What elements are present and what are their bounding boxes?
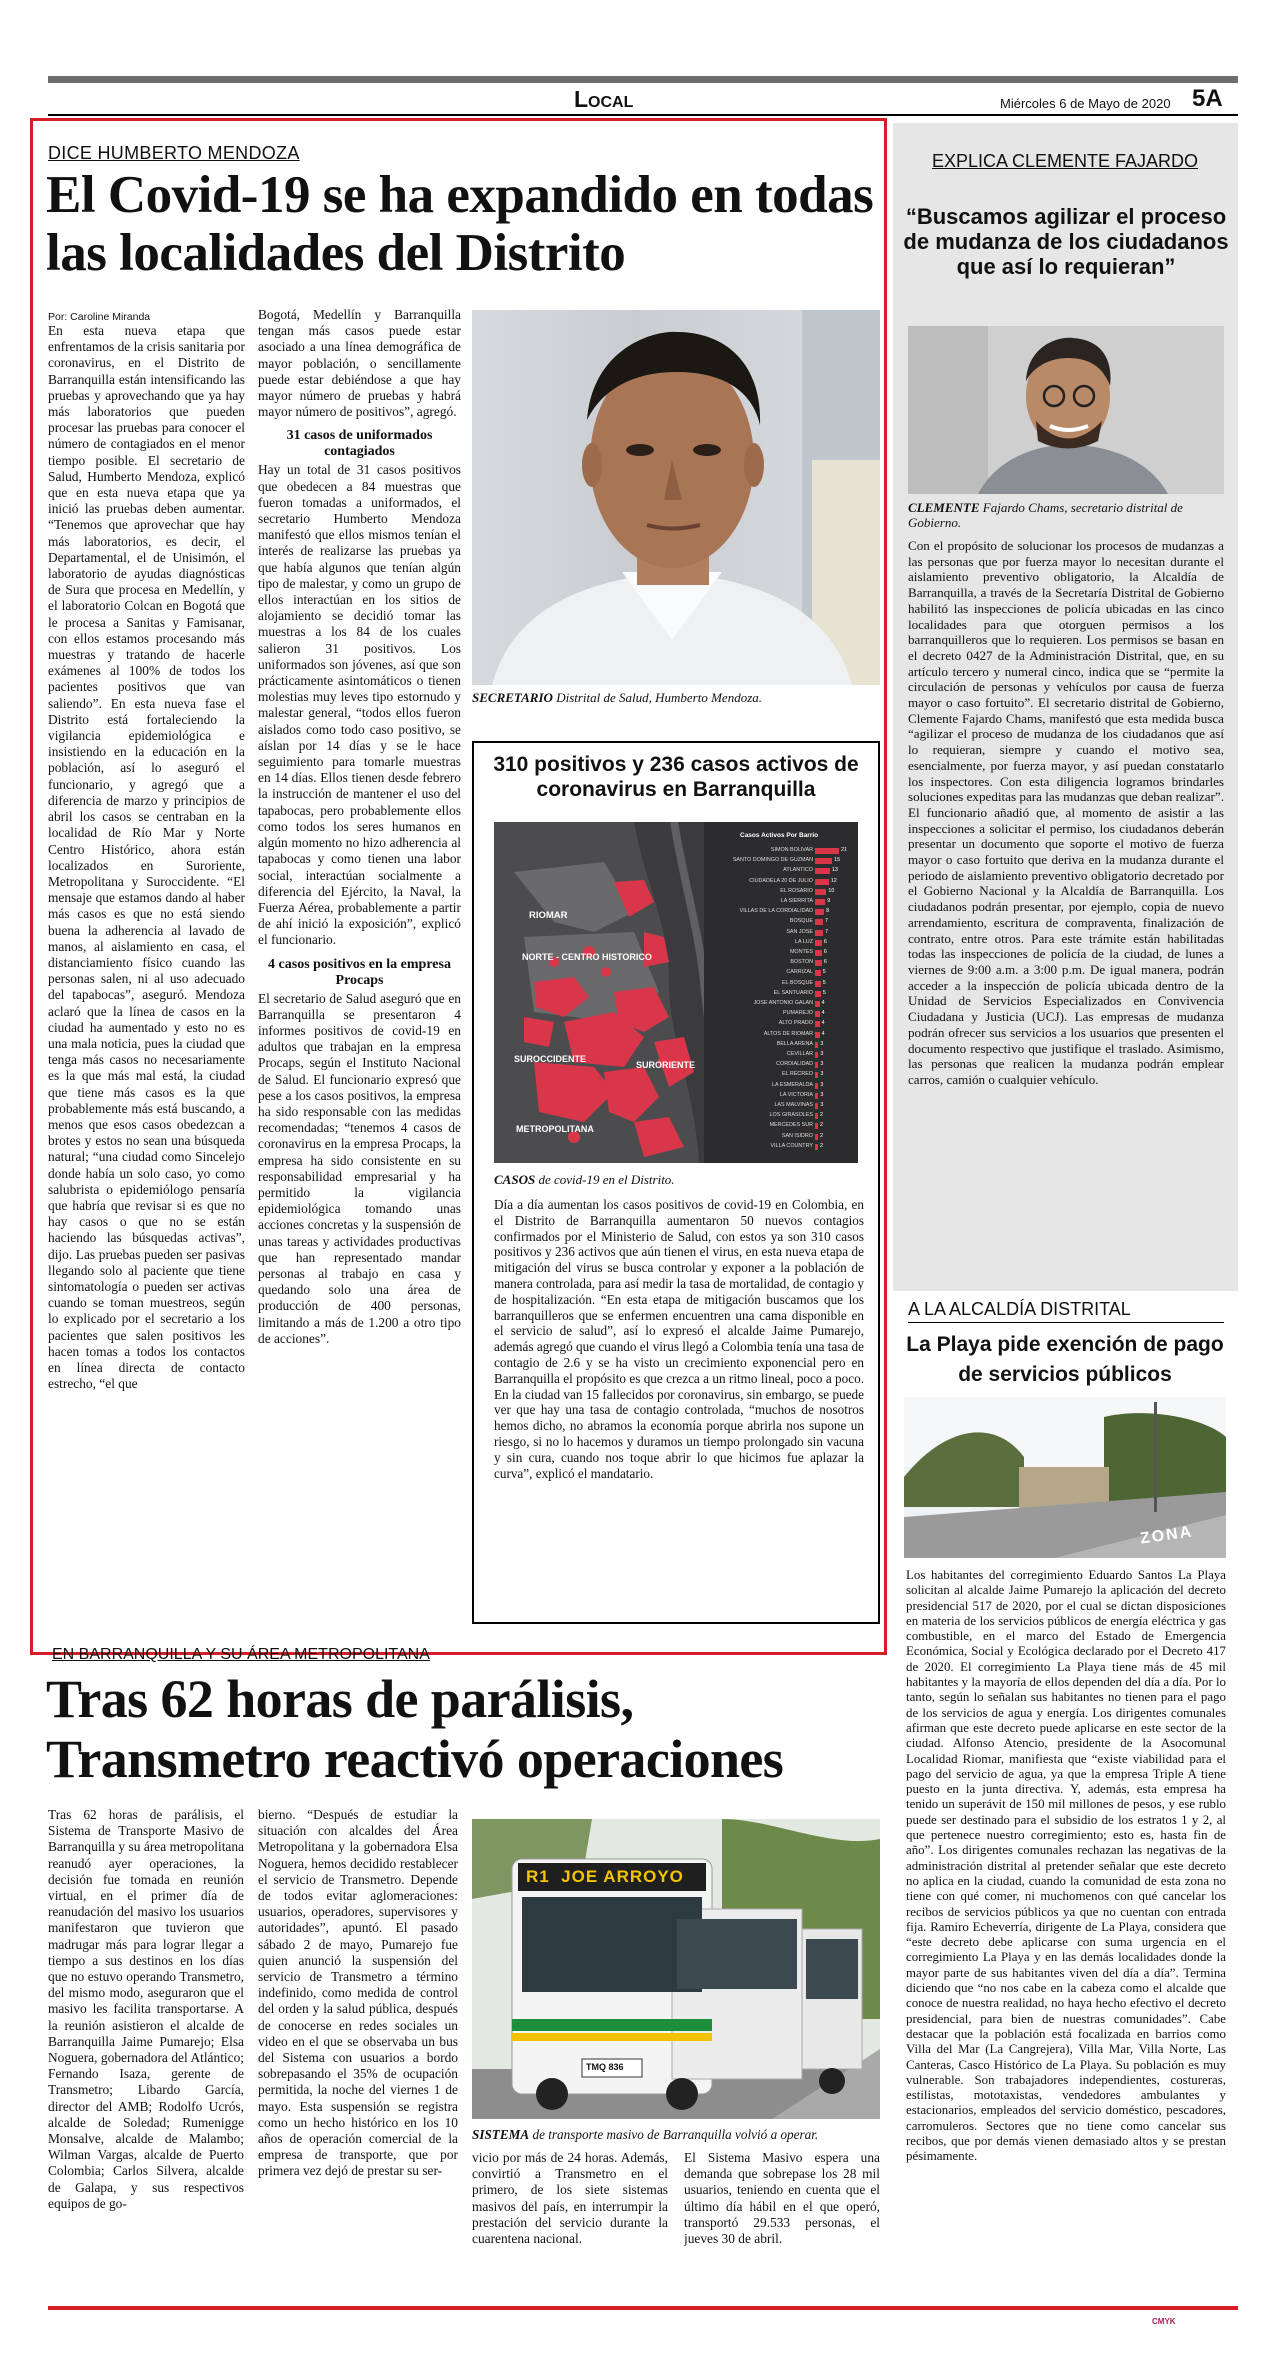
map-bar-label: EL RECREO xyxy=(782,1071,813,1078)
map-bar-label: LA ESMERALDA xyxy=(771,1081,813,1088)
laplaya-sign-text: ZONA xyxy=(1139,1523,1195,1548)
map-bar-row xyxy=(707,989,857,999)
map-bar xyxy=(815,1001,820,1007)
map-bar-row xyxy=(707,1019,857,1029)
bus-photo-caption xyxy=(472,2127,880,2143)
map-caption xyxy=(494,1172,864,1188)
map-bar xyxy=(815,868,830,874)
map-bar-value: 5 xyxy=(822,979,826,986)
map-bar xyxy=(815,1103,818,1109)
map-bar-row xyxy=(707,1040,857,1050)
map-bar xyxy=(815,919,823,925)
map-bar xyxy=(815,970,821,976)
lower-col4-text: El Sistema Masivo espera una demanda que sobrepase los 28 mil usuarios, teniendo en cuenta que el último día hábil en el que operó, transportó 29.533 personas, el jueves 30 de abril. xyxy=(684,2150,880,2247)
sidebar2-text xyxy=(906,1568,1226,2298)
main-col2b-text: Hay un total de 31 casos positivos que obedecen a 84 muestras que fueron tomadas a uniformados, el secretario Humberto Mendoza manifestó que ellos mismos tenían el interés de realizarse las pruebas ya que había algunos que tenían algún tipo de malestar, y como un grupo de ellos interactúan en los sitios de alojamiento se decidió tomar las muestras a los 84 de los cuales salieron 31 positivos. Los uniformados son jóvenes, así que son prácticamente asintomáticos o tienen molestias muy leves tipo estornudo y malestar general, “todos ellos fueron aislados como todo caso positivo, se aíslan por 14 días y se le hace seguimiento para tomarle muestras en 14 días. Ellos tienen desde febrero la instrucción de mantener el uso del tapabocas, pero probablemente ellos como todos los seres humanos en algún momento no hizo adherencia al tapabocas y como tienen una labor social, interactúan socialmente a diferencia del Ejército, la Naval, la Fuerza Aérea, probablemente a partir de ahí inició la exposición”, explicó el funcionario. xyxy=(258,462,461,948)
map-bar-list xyxy=(707,846,857,1160)
map-bar xyxy=(815,848,839,854)
bus-illustration xyxy=(472,1819,880,2119)
map-bar xyxy=(815,981,821,987)
fajardo-portrait-illustration xyxy=(908,326,1224,494)
cases-box-paragraph: Día a día aumentan los casos positivos de covid-19 en Colombia, en el Distrito de Barranquilla aumentaron 50 nuevos contagios confirmados por el Ministerio de Salud, con estos ya son 310 casos positivos y 236 activos que aún tienen el virus, en esta nueva etapa de mitigación del virus se busca controlar y exponer a la población de manera controlada, para así medir la tasa de mortalidad, de contagio y de hospitalización. “En esta etapa de mitigación buscamos que los barranquilleros que se enfermen encuentren una cama disponible en el servicio de salud”, así lo expresó el alcalde Jaime Pumarejo, además agregó que cuando el virus llegó a Colombia tenía una tasa de contagio de 2.6 y se ha visto un crecimiento exponencial pero en Barranquilla el propósito es que crezca a un ritmo lineal, poco a poco. En la ciudad van 15 fallecidos por coronavirus, sin embargo, se puede ver que hay una tasa de contagio controlada, “muchos de nosotros hemos dicho, no abramos la economía porque abrirla nos supone un riesgo, si no lo hacemos y duramos un tiempo prolongado sin vacuna y sin cura, cuando nos toque abrir lo que hicimos fue aplazar la curva”, explicó el mandatario. xyxy=(494,1197,864,1481)
map-bar-label: SIMON BOLIVAR xyxy=(770,847,813,853)
map-bar-label: LOS GIRASOLES xyxy=(769,1112,813,1119)
map-bar-row xyxy=(707,887,857,897)
header-top-rule xyxy=(48,76,1238,83)
main-column-1 xyxy=(48,323,245,1636)
map-bar-value: 6 xyxy=(823,938,827,945)
mendoza-caption-lead: SECRETARIO xyxy=(472,690,553,705)
sidebar2-kicker: A LA ALCALDÍA DISTRITAL xyxy=(908,1299,1131,1319)
sidebar2-kicker-rule xyxy=(908,1322,1224,1323)
map-label-norte: NORTE - CENTRO HISTORICO xyxy=(522,952,652,962)
map-bar-value: 3 xyxy=(820,1071,824,1078)
cmyk-mark: CMYK xyxy=(1152,2317,1176,2326)
lower-col2-text: bierno. “Después de estudiar la situación con alcaldes del Área Metropolitana y la gobernadora Elsa Noguera, hemos decidido restablecer el servicio de Transmetro. Depende de todos evitar aglomeraciones: usuarios, operadores, supervisores y autoridades”, apuntó. El pasado sábado 2 de mayo, Pumarejo fue quien anunció la suspensión del servicio de Transmetro a término indefinido, como medida de control del orden y la salud pública, después de conocerse en redes sociales un video en el que se observaba un bus del Sistema con usuarios a bordo sobrepasando el 35% de ocupación permitida, la noche del viernes 1 de mayo. Esta suspensión se registra como un hecho histórico en los 10 años de operación comercial de la empresa de transporte, que por primera vez dejó de prestar su ser- xyxy=(258,1807,458,2179)
fajardo-caption xyxy=(908,500,1224,530)
main-headline: El Covid-19 se ha expandido en todas las localidades del Distrito xyxy=(46,166,874,282)
footer-rule xyxy=(48,2306,1238,2310)
map-bar-row xyxy=(707,1030,857,1040)
map-bar-label: BELLA ARENA xyxy=(776,1040,813,1047)
bus-caption-text: de transporte masivo de Barranquilla volvió a operar. xyxy=(532,2127,819,2142)
map-bar-row xyxy=(707,877,857,887)
map-bar-label: LA LUZ xyxy=(795,938,813,945)
map-bar-label: CORDIALIDAD xyxy=(776,1061,813,1068)
map-bar-value: 2 xyxy=(820,1142,823,1149)
map-bar-value: 9 xyxy=(827,898,831,904)
main-kicker: DICE HUMBERTO MENDOZA xyxy=(48,143,300,163)
map-bar xyxy=(815,1072,818,1078)
map-bar-label: ALTO PRADO xyxy=(778,1020,813,1027)
sidebar1-kicker: EXPLICA CLEMENTE FAJARDO xyxy=(931,151,1199,171)
map-bar-label: SAN JOSE xyxy=(786,928,813,935)
map-bar-label: BOSTON xyxy=(790,959,813,966)
mendoza-caption-text: Distrital de Salud, Humberto Mendoza. xyxy=(556,690,763,705)
map-bar-value: 3 xyxy=(820,1081,824,1088)
map-bar-label: JOSE ANTONIO GALAN xyxy=(753,1000,813,1006)
map-bar-row xyxy=(707,999,857,1009)
lower-column-2 xyxy=(258,1807,458,2277)
fajardo-photo xyxy=(908,326,1224,494)
map-bar-row xyxy=(707,866,857,876)
map-bar xyxy=(815,909,824,915)
bus-photo xyxy=(472,1819,880,2119)
map-bar-row xyxy=(707,979,857,989)
main-col1-text: En esta nueva etapa que enfrentamos de la crisis sanitaria por coronavirus, en el Distrito de Barranquilla están intensificando las pruebas y aprovechando que ya hay más laboratorios que pueden procesar las pruebas para conocer el número de contagiados en el menor tiempo posible. El secretario de Salud, Humberto Mendoza, explicó que en esta nueva etapa que ya inició las pruebas deben aumentar. “Tenemos que aprovechar que hay más laboratorios, es decir, el Departamental, el de Unisimón, el laboratorio de ayudas diagnósticas de Sura que procesa en Medellín, y el laboratorio Colcan en Bogotá que le procesa a Sanitas y Famisanar, con ellos estamos procesando más muestras y tratando de hacerle exámenes al 100% de todos los pacientes positivos que van saliendo”. En esta nueva fase el Distrito está fortaleciendo la vigilancia epidemiológica e insistiendo en la educación en la población, así lo aseguró el funcionario, y agregó que a diferencia de marzo y principios de abril los casos se centraban en la localidad de Río Mar y Norte Centro Histórico, ahora están localizados en Suroriente, Metropolitana y Suroccidente. “El mensaje que estamos dando al haber más casos es que no está siendo buena la adherencia al lavado de manos, al aislamiento en casa, el distanciamiento físico cuando las personas salen, ni al uso adecuado del tapabocas”, aseguró. Mendoza aclaró que la línea de casos en la ciudad ha aumentado y esto no es una mala noticia, pues la ciudad que tenga más casos no necesariamente es la que más mal está, la ciudad que tiene más casos es la que probablemente más está buscando, a menos que esos casos obedezcan a brotes y estos no sean una búsqueda natural; “una ciudad como Sincelejo donde había un solo caso, yo como salubrista o epidemiólogo pensaría que habría que revisar si es que no hay casos o que no se están haciendo las búsquedas activas”, dijo. Las pruebas pueden ser pasivas llegando solo al paciente que tiene sintomatología o pueden ser activas cuando se toman muestreos, según lo explicado por el secretario a los pacientes que salen positivos les hacen tomas a todos los contactos en línea directa de contacto estrecho, “el que xyxy=(48,323,245,1392)
map-bar-row xyxy=(707,1009,857,1019)
map-bar-value: 8 xyxy=(826,908,830,915)
sidebar1-paragraph: Con el propósito de solucionar los procesos de mudanzas a las personas que por fuerza mayor lo necesitan durante el aislamiento preventivo obligatorio, la Alcaldía de Barranquilla, a través de la Secretaría Distrital de Gobierno habilitó las inspecciones de policía ubicadas en las cinco localidades para que otorguen permisos a los barranquilleros que lo requieren. Los permisos se basan en el decreto 0427 de la Administración Distrital, que, en su artículo tercero y numeral cinco, indica que se “permite la circulación de personas y vehículos por causa de fuerza mayor o caso fortuito”. El secretario distrital de Gobierno, Clemente Fajardo Chams, manifestó que esta medida busca “agilizar el proceso de mudanza de los ciudadanos que así lo requieran, siempre y cuando el motivo sea, esencialmente, por fuerza mayor, y así puedan constatarlo los inspectores. Con esta diligencia logramos brindarles soluciones expeditas para las mudanzas que deban realizar”. El funcionario añadió que, al momento de asistir a las inspecciones a solicitar el permiso, los ciudadanos deberán presentar un documento que soporte el motivo de fuerza mayor o caso fortuito que deriva en la mudanza durante el periodo de aislamiento preventivo obligatorio decretado por el Gobierno Nacional y la Alcaldía de Barranquilla. Los ciudadanos podrán presentar, por ejemplo, copia de nuevo arrendamiento, escritura de compraventa, finalización de contrato, entre otros. Para este trámite están habilitadas todas las inspecciones de policía de la ciudad, de lunes a viernes de 9:00 a.m. a 3:00 p.m. De igual manera, podrán acceder a la inspección de policía ubicada dentro de la Unidad de Servicios Especializados en Convivencia Ciudadana y Justicia (UCJ). Las empresas de mudanza podrán ofrecer sus servicios a los usuarios que presenten el documento respectivo que justifique el traslado. Asimismo, las personas que realicen la mudanza podrán emplear carros, camión o cualquier vehículo. xyxy=(908,538,1224,1087)
map-bar-row xyxy=(707,917,857,927)
map-bar-row xyxy=(707,897,857,907)
map-bar xyxy=(815,950,822,956)
map-bar-value: 6 xyxy=(823,949,827,955)
map-bar-row xyxy=(707,1091,857,1101)
map-bar-row xyxy=(707,1121,857,1131)
map-bar xyxy=(815,1113,818,1119)
map-bar xyxy=(815,1021,820,1027)
map-bar-row xyxy=(707,968,857,978)
map-bar-label: EL BOSQUE xyxy=(782,979,813,986)
map-bar xyxy=(815,991,821,997)
map-bar xyxy=(815,879,829,885)
cases-box-title: 310 positivos y 236 casos activos de coronavirus en Barranquilla xyxy=(493,753,859,801)
map-bar-value: 10 xyxy=(828,887,835,894)
map-bar-label: MONTES xyxy=(789,949,813,955)
map-bar-label: SAN ISIDRO xyxy=(781,1132,813,1139)
issue-date: Miércoles 6 de Mayo de 2020 xyxy=(1000,96,1171,111)
map-bar-label: BOSQUE xyxy=(789,918,813,925)
lower-kicker: EN BARRANQUILLA Y SU ÁREA METROPOLITANA xyxy=(52,1646,430,1663)
map-bar-label: LAS MALVINAS xyxy=(774,1102,813,1108)
map-bar xyxy=(815,930,823,936)
map-bar-row xyxy=(707,1050,857,1060)
map-bar-label: CARRIZAL xyxy=(786,969,813,976)
map-bar-value: 6 xyxy=(823,959,827,966)
map-bar-value: 4 xyxy=(821,1000,825,1006)
map-bar xyxy=(815,899,825,905)
map-bar-label: LA VICTORIA xyxy=(779,1091,813,1098)
map-bar xyxy=(815,960,822,966)
map-bar xyxy=(815,940,822,946)
sidebar2-headline: La Playa pide exención de pago de servicios públicos xyxy=(906,1333,1224,1386)
laplaya-photo xyxy=(904,1397,1226,1558)
map-bar-value: 2 xyxy=(820,1132,823,1139)
map-bar-value: 5 xyxy=(822,969,826,976)
map-bar-label: MERCEDES SUR xyxy=(769,1122,813,1129)
mendoza-portrait-illustration xyxy=(472,310,880,685)
map-caption-lead: CASOS xyxy=(494,1172,536,1187)
sidebar2-paragraph: Los habitantes del corregimiento Eduardo Santos La Playa solicitan al alcalde Jaime Pumarejo la aplicación del decreto presidencial 517 de 2020, por el cual se dictan disposiciones en materia de los servicios públicos de energía eléctrica y gas combustible, en el marco del Estado de Emergencia Económica, Social y Ecológica declarado por el Decreto 417 de 2020. El corregimiento La Playa tiene más de 45 mil habitantes y la mayoría de ellos dependen del día a día. Por lo tanto, según lo señalan sus habitantes no tienen para el pago de los servicios de agua y energía. Los dirigentes comunales afirman que este decreto puede aplicarse en este sector de la ciudad. Alfonso Atencio, presidente de la Asocomunal Localidad Riomar, manifiesta que “existe viabilidad para el pago del servicio de agua, ya que la empresa Triple A tiene puesto en la junta directiva. Y, además, esta empresa ha tenido un superávit de 150 mil millones de pesos, y ese rublo puede ser destinado para el subsidio de los estratos 1 y 2, al que pertenece nuestro corregimiento; esto es, hasta fin de año”. Los dirigentes comunales rechazan las negativas de la administración distrital al pretender señalar que este decreto no aplica en la ciudad, cuando la comunidad de esta zona no tiene con qué comer, ni muchomenos con qué cancelar los recibos de servicios públicos ya que no cuentan con entrada fija. Ramiro Echeverría, dirigente de La Playa, considera que “este decreto debe aplicarse con suma urgencia en el corregimiento La Playa y en las demás localidades donde la mayor parte de sus habitantes viven del día a día”. Termina diciendo que “no nos cabe en la cabeza como el alcalde que conoce de nuestra realidad, no haya hecho efectivo el decreto presidencial, para bien de nuestras comunidades”. Cabe destacar que la población está focalizada en barrios como Villa del Mar (La Cangrejera), Villa Mar, Villa Norte, Las Canteras, Casco Histórico de La Playa. Su población es muy vulnerable. Son trabajadores independientes, costureras, estilistas, mototaxistas, vendedores ambulantes y estacionarios, empleados del servicio doméstico, pescadores, carromuleros. Sectores que no tiene como cancelar sus recibos, que por demás vienen demasiado altos y se prestan pésimamente. xyxy=(906,1568,1226,2164)
main-col2a-text: Bogotá, Medellín y Barranquilla tengan más casos puede estar asociado a una línea demográfica de mayor población, o sencillamente puede estar debiéndose a que hay mayor número de pruebas y habrá mayor número de positivos”, agregó. xyxy=(258,307,461,420)
map-bar-label: VILLAS DE LA CORDIALIDAD xyxy=(739,908,813,915)
map-bar-row xyxy=(707,856,857,866)
map-bar-label: CIUDADELA 20 DE JULIO xyxy=(749,877,813,884)
map-bar-label: EL SANTUARIO xyxy=(773,989,813,996)
map-bar-row xyxy=(707,1060,857,1070)
header-bottom-rule xyxy=(48,114,1238,116)
map-bar-value: 7 xyxy=(825,918,828,925)
map-label-riomar: RIOMAR xyxy=(529,910,568,921)
main-col2c-text: El secretario de Salud aseguró que en Barranquilla se presentaron 4 informes positivos de covid-19 en adultos que trabajan en la empresa Procaps, según el Instituto Nacional de Salud. El funcionario expresó que pese a los casos positivos, la empresa ha sido responsable con las medidas recomendadas; “tenemos 4 casos de coronavirus en la empresa Procaps, la empresa ha sido consistente en su responsabilidad empresarial y ha permitido la vigilancia epidemiológica tomando unas acciones concretas y la suspensión de unas tareas y actividades productivas que han representado mandar personas al trabajo en casa y quedando solo una área de producción de 400 personas, limitando a más de 1.200 a otro tipo de acciones”. xyxy=(258,990,461,1346)
map-bar-label: ALTOS DE RIOMAR xyxy=(763,1030,813,1037)
map-bar-row xyxy=(707,846,857,856)
map-bar-label: ATLANTICO xyxy=(783,867,813,874)
fajardo-caption-text: Fajardo Chams, secretario distrital de Gobierno. xyxy=(908,500,1183,530)
map-bar xyxy=(815,889,826,895)
map-bar-value: 3 xyxy=(820,1051,824,1057)
covid-map xyxy=(494,822,858,1163)
map-label-metropolitana: METROPOLITANA xyxy=(516,1124,594,1134)
map-bar-row xyxy=(707,1111,857,1121)
map-bar-row xyxy=(707,928,857,938)
bus-plate: TMQ 836 xyxy=(586,2062,624,2072)
map-bar xyxy=(815,1052,818,1058)
map-bar-value: 12 xyxy=(830,877,837,884)
map-bar-value: 21 xyxy=(841,847,847,853)
map-bar-value: 2 xyxy=(820,1122,823,1129)
map-bar-value: 3 xyxy=(820,1040,824,1047)
lower-headline: Tras 62 horas de parálisis, Transmetro reactivó operaciones xyxy=(46,1669,784,1789)
map-bar xyxy=(815,858,832,864)
lower-col1-text: Tras 62 horas de parálisis, el Sistema de Transporte Masivo de Barranquilla y su área metropolitana reanudó ayer operaciones, la decisión fue tomada en reunión virtual, en el primer día de reanudación del masivo los usuarios manifestaron que tuvieron que madrugar más para lograr llegar a tiempo a sus destinos en los días que no estuvo operando Transmetro, del mismo modo, aseguraron que el masivo les facilita transportarse. A la reunión asistieron el alcalde de Barranquilla Jaime Pumarejo; Elsa Noguera, gobernadora del Atlántico; Fernando Isaza, gerente de Transmetro; Libardo García, director del AMB; Rodolfo Ucrós, alcalde de Soledad; Rumenigge Monsalve, alcalde de Malambo; Wilman Vargas, alcalde de Puerto Colombia; Carlos Silvera, alcalde de Galapa, y sus respectivos equipos de go- xyxy=(48,1807,244,2211)
main-byline: Por: Caroline Miranda xyxy=(48,311,151,323)
map-bar-row xyxy=(707,958,857,968)
lower-column-4 xyxy=(684,2150,880,2280)
map-bar-value: 4 xyxy=(821,1010,825,1017)
map-bar xyxy=(815,1011,820,1017)
mendoza-photo xyxy=(472,310,880,685)
map-bar xyxy=(815,1083,818,1089)
section-name: Local xyxy=(574,86,634,112)
map-label-suroccidente: SUROCCIDENTE xyxy=(514,1054,587,1064)
map-bar xyxy=(815,1123,818,1129)
map-bar xyxy=(815,1062,818,1068)
map-bar-label: PUMAREJO xyxy=(783,1010,813,1017)
map-bar-row xyxy=(707,938,857,948)
subhead-procaps: 4 casos positivos en la empresa Procaps xyxy=(268,956,451,988)
lower-column-1 xyxy=(48,1807,244,2277)
main-column-2 xyxy=(258,307,461,1637)
map-bar-label: EL ROSARIO xyxy=(780,887,813,894)
lower-col3-text: vicio por más de 24 horas. Además, convirtió a Transmetro en el primero, de los siete sistemas masivos del país, en interrumpir la prestación del servicio durante la cuarentena nacional. xyxy=(472,2150,668,2247)
sidebar1-headline: “Buscamos agilizar el proceso de mudanza de los ciudadanos que así lo requieran” xyxy=(903,204,1229,279)
map-bar-value: 4 xyxy=(821,1020,825,1027)
map-caption-text: de covid-19 en el Distrito. xyxy=(538,1172,675,1187)
sidebar1-text xyxy=(908,538,1224,1280)
map-bar-value: 4 xyxy=(821,1030,825,1037)
map-legend-title: Casos Activos Por Barrio xyxy=(740,832,819,839)
map-bar-row xyxy=(707,948,857,958)
map-bar-value: 3 xyxy=(820,1061,824,1068)
map-bar xyxy=(815,1032,820,1038)
map-bar-value: 2 xyxy=(820,1112,823,1119)
mendoza-photo-caption xyxy=(472,690,880,706)
map-bar xyxy=(815,1134,818,1140)
map-bar-row xyxy=(707,1132,857,1142)
map-bar-value: 13 xyxy=(831,867,838,874)
map-bar-value: 15 xyxy=(834,857,841,864)
map-bar-label: VILLA COUNTRY xyxy=(770,1142,813,1149)
map-bar-value: 5 xyxy=(822,989,826,996)
map-bar xyxy=(815,1093,818,1099)
bus-route-sign: R1 JOE ARROYO xyxy=(526,1867,684,1886)
map-bar-row xyxy=(707,1142,857,1152)
map-label-suroriente: SURORIENTE xyxy=(636,1060,696,1070)
map-bar-value: 3 xyxy=(820,1091,824,1098)
map-bar xyxy=(815,1042,818,1048)
map-bar-row xyxy=(707,1070,857,1080)
cases-box-text xyxy=(494,1197,864,1617)
map-bar xyxy=(815,1144,818,1150)
page-number: 5A xyxy=(1192,85,1223,112)
lower-column-3 xyxy=(472,2150,668,2280)
fajardo-caption-lead: CLEMENTE xyxy=(908,500,980,515)
map-bar-label: LA SIERRITA xyxy=(780,898,813,904)
map-bar-value: 7 xyxy=(825,928,828,935)
map-bar-row xyxy=(707,907,857,917)
map-bar-row xyxy=(707,1081,857,1091)
map-bar-label: SANTO DOMINGO DE GUZMAN xyxy=(732,857,813,864)
subhead-uniformados: 31 casos de uniformados contagiados xyxy=(286,428,433,460)
bus-caption-lead: SISTEMA xyxy=(472,2127,530,2142)
map-bar-value: 3 xyxy=(820,1102,824,1108)
map-bar-row xyxy=(707,1101,857,1111)
map-bar-label: CEVILLAR xyxy=(786,1051,813,1057)
